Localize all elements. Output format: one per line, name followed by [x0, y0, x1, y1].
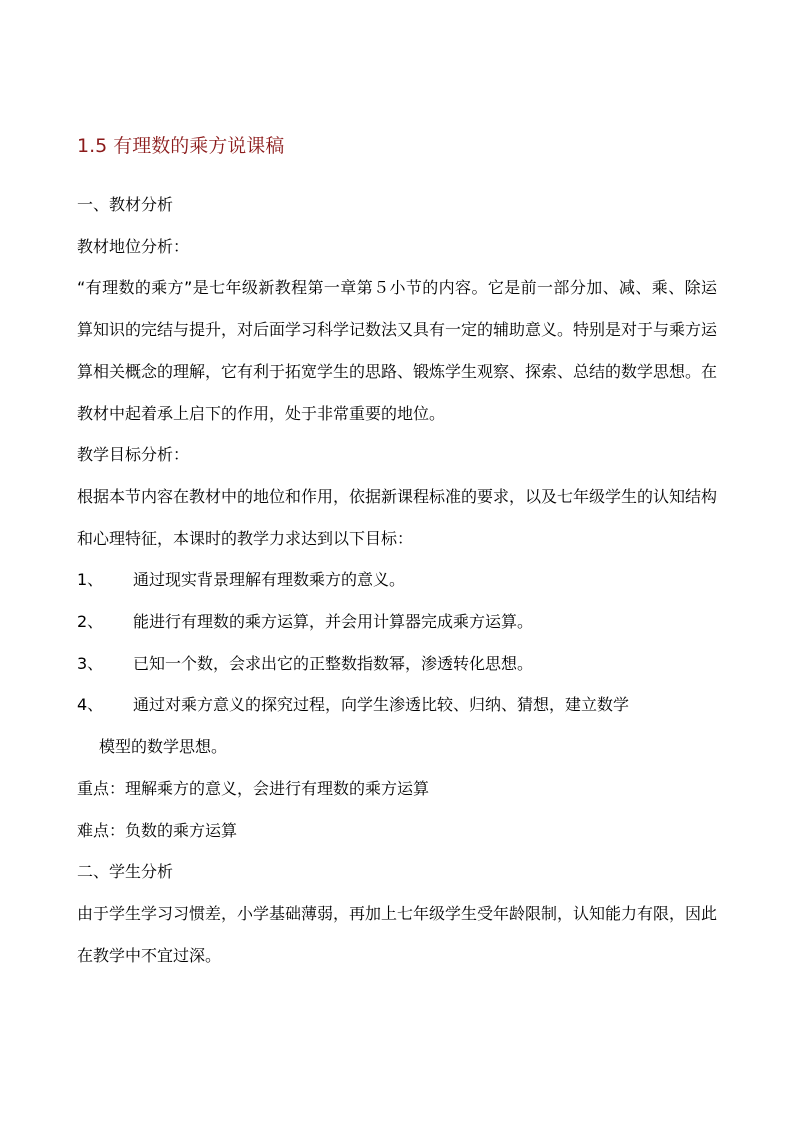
- subheading-teaching-goals: 教学目标分析：: [77, 445, 190, 465]
- key-point: 重点：理解乘方的意义，会进行有理数的乘方运算: [77, 778, 430, 798]
- paragraph-textbook-position: “有理数的乘方”是七年级新教程第一章第５小节的内容。它是前一部分加、减、乘、除运算知识的完结与提升，对后面学习科学记数法又具有一定的辅助意义。特别是对于与乘方运算相关概念的理解，它有利于拓宽学生的思路、锻炼学生观察、探索、总结的数学思想。在教材中起着承上启下的作用，处于非常重要的地位。: [77, 278, 718, 423]
- goal-text: 通过现实背景理解有理数乘方的意义。: [133, 570, 406, 590]
- goal-number: 3、: [77, 653, 104, 673]
- goal-number: 2、: [77, 612, 104, 632]
- goal-item-1: [77, 559, 717, 601]
- goal-item-3: [77, 643, 717, 685]
- difficulty-point: 难点：负数的乘方运算: [77, 820, 238, 840]
- document-body: [77, 184, 717, 976]
- goal-number: 1、: [77, 570, 104, 590]
- section-heading-textbook-analysis: 一、教材分析: [77, 195, 174, 214]
- document-title: 1.5 有理数的乘方说课稿: [77, 135, 285, 157]
- goal-text: 已知一个数，会求出它的正整数指数幂，渗透转化思想。: [133, 653, 534, 673]
- goal-text-continued: 模型的数学思想。: [99, 737, 228, 757]
- goal-text: 能进行有理数的乘方运算，并会用计算器完成乘方运算。: [133, 612, 534, 632]
- paragraph-student-analysis: 由于学生学习习惯差，小学基础薄弱，再加上七年级学生受年龄限制，认知能力有限，因此在教学中不宜过深。: [77, 903, 718, 965]
- goal-item-4: [77, 684, 717, 767]
- goal-item-2: [77, 601, 717, 643]
- paragraph-teaching-goals: 根据本节内容在教材中的地位和作用，依据新课程标准的要求，以及七年级学生的认知结构和心理特征，本课时的教学力求达到以下目标：: [77, 486, 718, 548]
- goal-text: 通过对乘方意义的探究过程，向学生渗透比较、归纳、猜想，建立数学: [133, 695, 630, 715]
- section-heading-student-analysis: 二、学生分析: [77, 862, 174, 882]
- subheading-textbook-position: 教材地位分析：: [77, 236, 190, 256]
- goal-number: 4、: [77, 695, 104, 715]
